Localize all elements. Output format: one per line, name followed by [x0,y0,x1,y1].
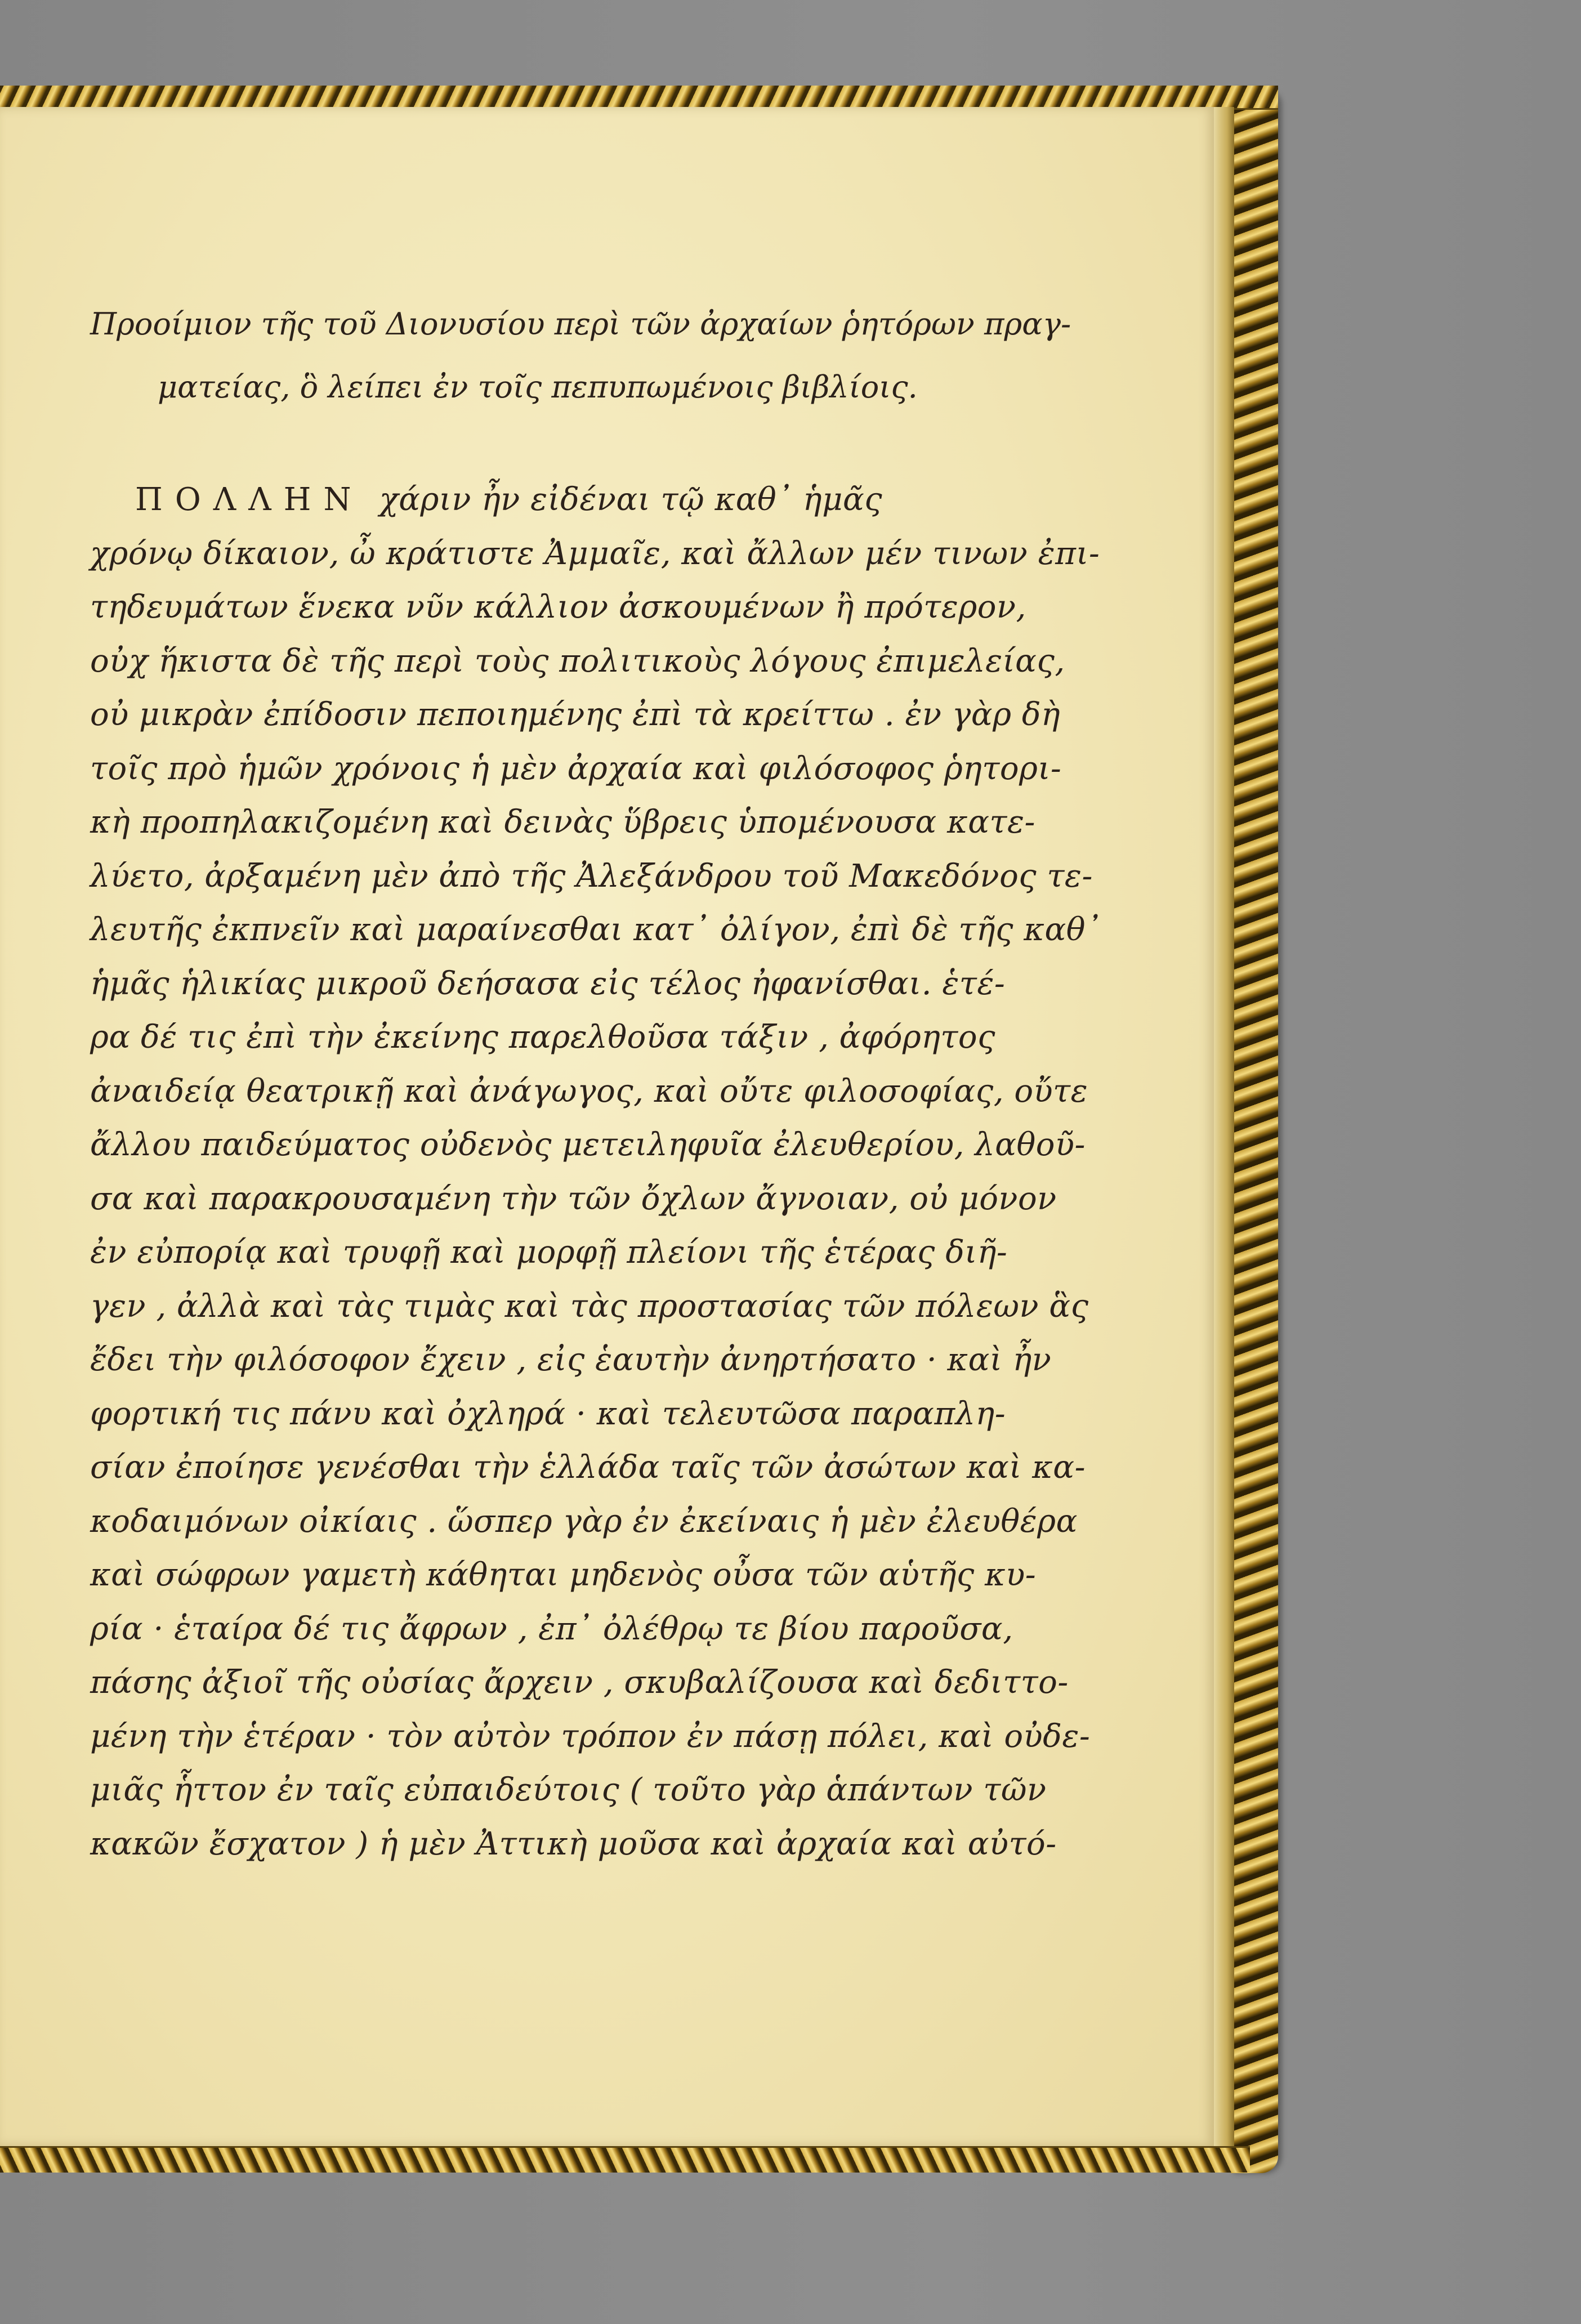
opening-word: ΠΟΛΛΗΝ [135,481,364,518]
text-block [90,293,1102,1871]
gilt-bottom-edge [0,2146,1250,2173]
body-line: μιᾶς ἧττον ἐν ταῖς εὐπαιδεύτοις ( τοῦτο γὰρ ἁπάντων τῶν [90,1772,1047,1808]
heading-line: ματείας, ὃ λείπει ἐν τοῖς πεπυπωμένοις βιβλίοις. [158,369,918,405]
body-line: τηδευμάτων ἕνεκα νῦν κάλλιον ἀσκουμένων ἢ πρότερον, [90,589,1026,625]
body-line: ἀναιδείᾳ θεατρικῇ καὶ ἀνάγωγος, καὶ οὔτε φιλοσοφίας, οὔτε [90,1072,1088,1110]
page-fore-edge [1211,107,1234,2146]
body-line: μένη τὴν ἑτέραν · τὸν αὐτὸν τρόπον ἐν πάσῃ πόλει, καὶ οὐδε- [90,1718,1091,1755]
body-line: ἐν εὐπορίᾳ καὶ τρυφῇ καὶ μορφῇ πλείονι τῆς ἑτέρας διῆ- [90,1234,1008,1271]
gilt-fore-edge [1231,90,1278,2173]
gilt-top-edge [0,86,1278,110]
body-line: ἔδει τὴν φιλόσοφον ἔχειν , εἰς ἑαυτὴν ἀνηρτήσατο · καὶ ἦν [90,1342,1052,1378]
body-line: φορτική τις πάνυ καὶ ὀχληρά · καὶ τελευτῶσα παραπλη- [90,1395,1006,1432]
body-line: λύετο, ἀρξαμένη μὲν ἀπὸ τῆς Ἀλεξάνδρου τοῦ Μακεδόνος τε- [90,857,1093,895]
body-line: ρα δέ τις ἐπὶ τὴν ἐκείνης παρελθοῦσα τάξιν , ἀφόρητος [90,1019,995,1056]
body-line: γεν , ἀλλὰ καὶ τὰς τιμὰς καὶ τὰς προστασίας τῶν πόλεων ἃς [90,1288,1089,1325]
body-line: λευτῆς ἐκπνεῖν καὶ μαραίνεσθαι κατ᾽ ὀλίγον, ἐπὶ δὲ τῆς καθ᾽ [90,911,1102,948]
body-line: τοῖς πρὸ ἡμῶν χρόνοις ἡ μὲν ἀρχαία καὶ φιλόσοφος ῥητορι- [90,750,1062,787]
body-line: κὴ προπηλακιζομένη καὶ δεινὰς ὕβρεις ὑπομένουσα κατε- [90,804,1035,841]
body-line: οὐχ ἥκιστα δὲ τῆς περὶ τοὺς πολιτικοὺς λόγους ἐπιμελείας, [90,642,1065,680]
body-text [90,473,1102,1871]
body-line-first [90,473,935,527]
body-line: σίαν ἐποίησε γενέσθαι τὴν ἑλλάδα ταῖς τῶν ἀσώτων καὶ κα- [90,1449,1086,1486]
body-line: κοδαιμόνων οἰκίαις . ὥσπερ γὰρ ἐν ἐκείναις ἡ μὲν ἐλευθέρα [90,1503,1078,1540]
body-line: καὶ σώφρων γαμετὴ κάθηται μηδενὸς οὖσα τῶν αὑτῆς κυ- [90,1557,1037,1593]
body-line: σα καὶ παρακρουσαμένη τὴν τῶν ὄχλων ἄγνοιαν, οὐ μόνον [90,1180,1057,1217]
body-line: κακῶν ἔσχατον ) ἡ μὲν Ἀττικὴ μοῦσα καὶ ἀρχαία καὶ αὐτό- [90,1825,1057,1862]
book-page [0,107,1214,2146]
body-line: ἄλλου παιδεύματος οὐδενὸς μετειληφυῖα ἐλευθερίου, λαθοῦ- [90,1127,1086,1163]
body-line: πάσης ἀξιοῖ τῆς οὐσίας ἄρχειν , σκυβαλίζουσα καὶ δεδιττο- [90,1664,1069,1701]
body-line-first-rest: χάριν ἦν εἰδέναι τῷ καθ᾽ ἡμᾶς [379,481,883,518]
body-line: ρία · ἑταίρα δέ τις ἄφρων , ἐπ᾽ ὀλέθρῳ τε βίου παροῦσα, [90,1610,1013,1647]
body-line: χρόνῳ δίκαιον, ὦ κράτιστε Ἀμμαῖε, καὶ ἄλλων μέν τινων ἐπι- [90,535,1100,572]
body-line: οὐ μικρὰν ἐπίδοσιν πεποιημένης ἐπὶ τὰ κρείττω . ἐν γὰρ δὴ [90,696,1061,733]
section-heading [90,293,1071,419]
body-line: ἡμᾶς ἡλικίας μικροῦ δεήσασα εἰς τέλος ἠφανίσθαι. ἑτέ- [90,965,1006,1002]
heading-line: Προοίμιον τῆς τοῦ Διονυσίου περὶ τῶν ἀρχαίων ῥητόρων πραγ- [90,306,1071,342]
